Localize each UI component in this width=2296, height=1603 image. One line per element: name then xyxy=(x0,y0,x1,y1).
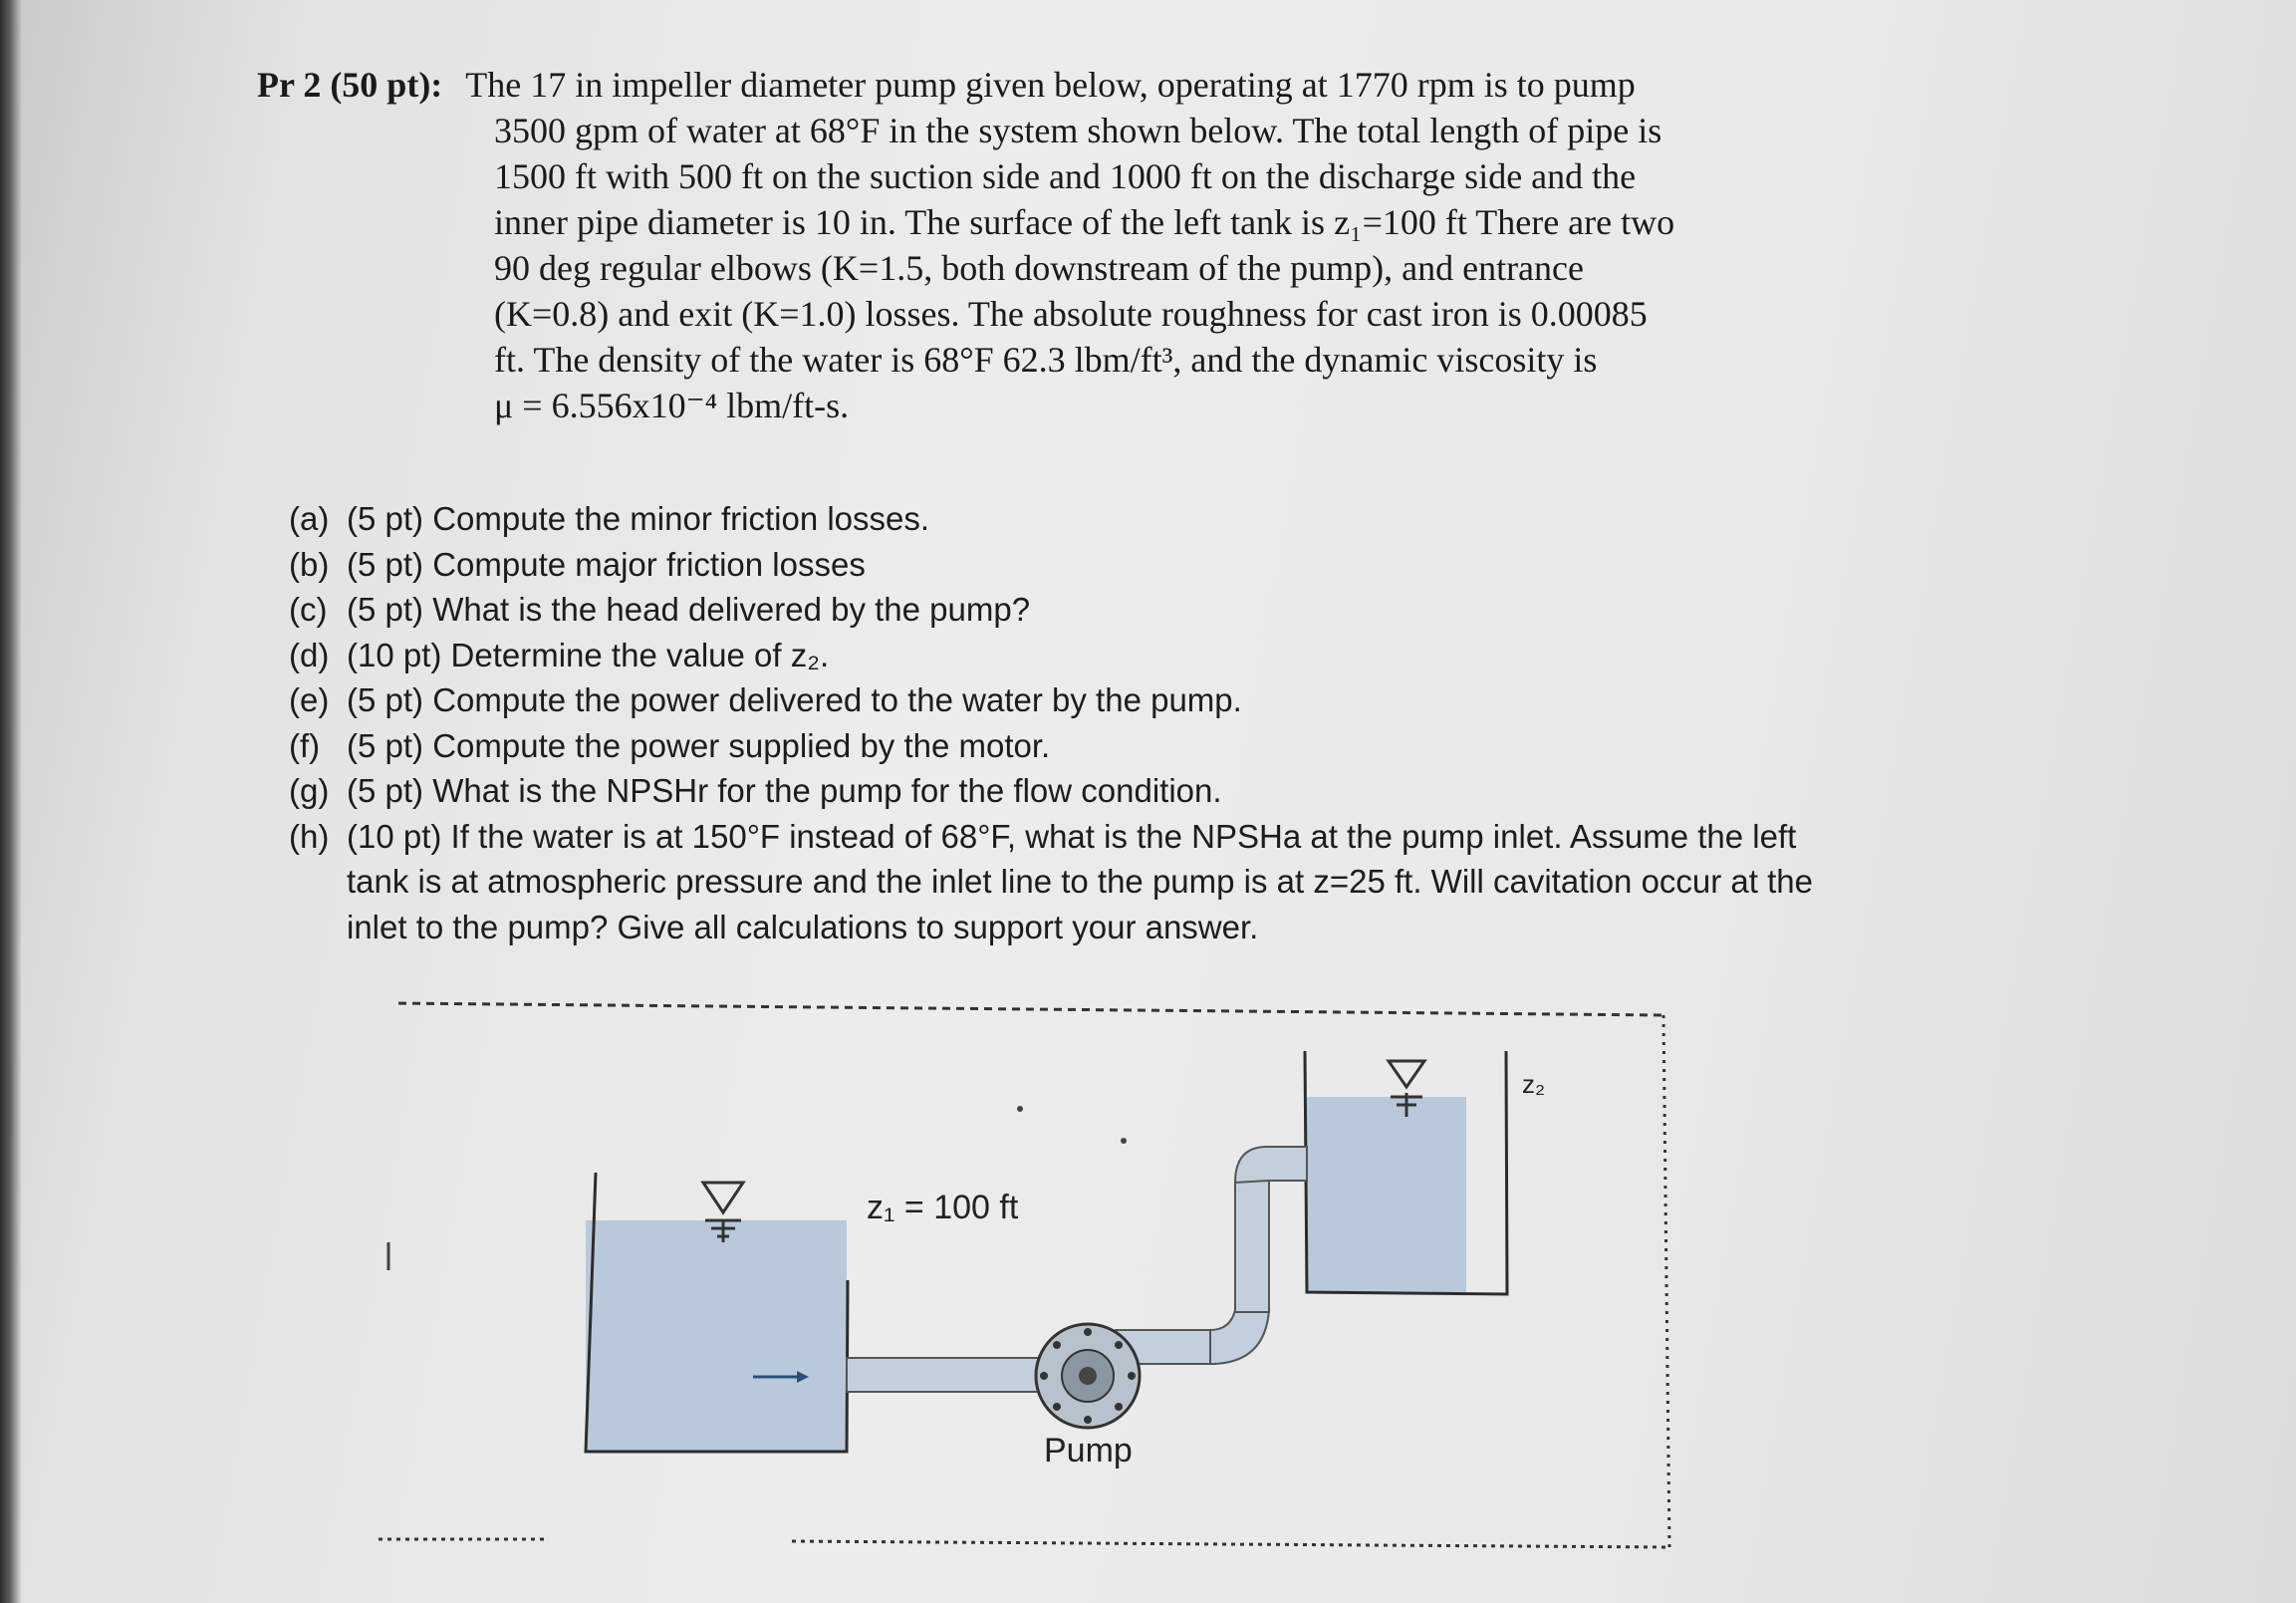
part-letter: (e) xyxy=(289,681,330,718)
problem-line-4: inner pipe diameter is 10 in. The surface of the left tank is z₁=100 ft There are two xyxy=(494,202,1675,242)
diagram-svg xyxy=(359,981,1683,1564)
part-h xyxy=(289,814,1853,950)
part-g xyxy=(289,768,1853,814)
part-letter: (a) xyxy=(289,500,330,537)
problem-line-2: 3500 gpm of water at 68°F in the system shown below. The total length of pipe is xyxy=(494,111,1662,150)
problem-line-5: 90 deg regular elbows (K=1.5, both downstream of the pump), and entrance xyxy=(494,248,1584,288)
part-text: (10 pt) Determine the value of z₂. xyxy=(347,636,830,673)
part-f xyxy=(289,723,1853,769)
problem-line-3: 1500 ft with 500 ft on the suction side and 1000 ft on the discharge side and the xyxy=(494,156,1637,196)
part-letter: (c) xyxy=(289,591,328,628)
part-letter: (d) xyxy=(289,636,330,673)
frame-dotted-top xyxy=(398,1003,1663,1015)
part-letter: (b) xyxy=(289,545,330,583)
z2-label: z₂ xyxy=(1522,1069,1546,1099)
part-text: (10 pt) If the water is at 150°F instead of 68°F, what is the NPSHa at the pump inlet. Assume the left tank is at atmospheric pressure and the inlet line to the pump is at z=25 ft. Will cavitation occur at the inlet to the pump? Give all calculations to support your answer. xyxy=(347,817,1813,945)
part-letter: (g) xyxy=(289,772,330,809)
suction-pipe xyxy=(847,1358,1038,1392)
photo-edge-shadow xyxy=(0,0,22,1603)
problem-first-line xyxy=(257,62,1831,108)
problem-header: Pr 2 (50 pt): xyxy=(257,65,443,105)
part-text: (5 pt) What is the NPSHr for the pump for the flow condition. xyxy=(347,772,1222,809)
pump-shaft xyxy=(1079,1367,1097,1385)
part-text: (5 pt) Compute the minor friction losses. xyxy=(347,500,930,537)
left-tank-water xyxy=(586,1220,847,1452)
part-letter: (h) xyxy=(289,817,330,855)
question-parts-list xyxy=(289,496,1853,949)
discharge-pipe-elbow-lower xyxy=(1210,1310,1269,1364)
discharge-pipe-vertical xyxy=(1235,1181,1269,1312)
part-a xyxy=(289,496,1853,542)
frame-dotted-right xyxy=(1663,1015,1669,1547)
problem-line-8: μ = 6.556x10⁻⁴ lbm/ft-s. xyxy=(494,386,850,425)
frame-dotted-bottom-right xyxy=(792,1541,1669,1547)
problem-line-6: (K=0.8) and exit (K=1.0) losses. The absolute roughness for cast iron is 0.00085 xyxy=(494,294,1648,334)
part-b xyxy=(289,542,1853,588)
stray-dot xyxy=(1017,1106,1023,1112)
pump-system-diagram xyxy=(359,981,1683,1564)
problem-line-7: ft. The density of the water is 68°F 62.3 lbm/ft³, and the dynamic viscosity is xyxy=(494,340,1598,380)
part-text: (5 pt) Compute the power delivered to the water by the pump. xyxy=(347,681,1242,718)
pump-label: Pump xyxy=(1044,1432,1133,1469)
z1-label: z₁ = 100 ft xyxy=(867,1189,1019,1226)
part-e xyxy=(289,677,1853,723)
part-letter: (f) xyxy=(289,726,321,764)
part-text: (5 pt) What is the head delivered by the pump? xyxy=(347,591,1031,628)
discharge-pipe-elbow-upper xyxy=(1235,1147,1307,1183)
part-d xyxy=(289,633,1853,678)
part-text: (5 pt) Compute major friction losses xyxy=(347,545,866,583)
stray-dot xyxy=(1121,1138,1127,1144)
part-c xyxy=(289,587,1853,633)
right-tank-water xyxy=(1307,1097,1466,1292)
problem-line-1: The 17 in impeller diameter pump given below, operating at 1770 rpm is to pump xyxy=(465,65,1636,105)
part-text: (5 pt) Compute the power supplied by the motor. xyxy=(347,726,1051,764)
problem-statement xyxy=(257,62,1831,428)
